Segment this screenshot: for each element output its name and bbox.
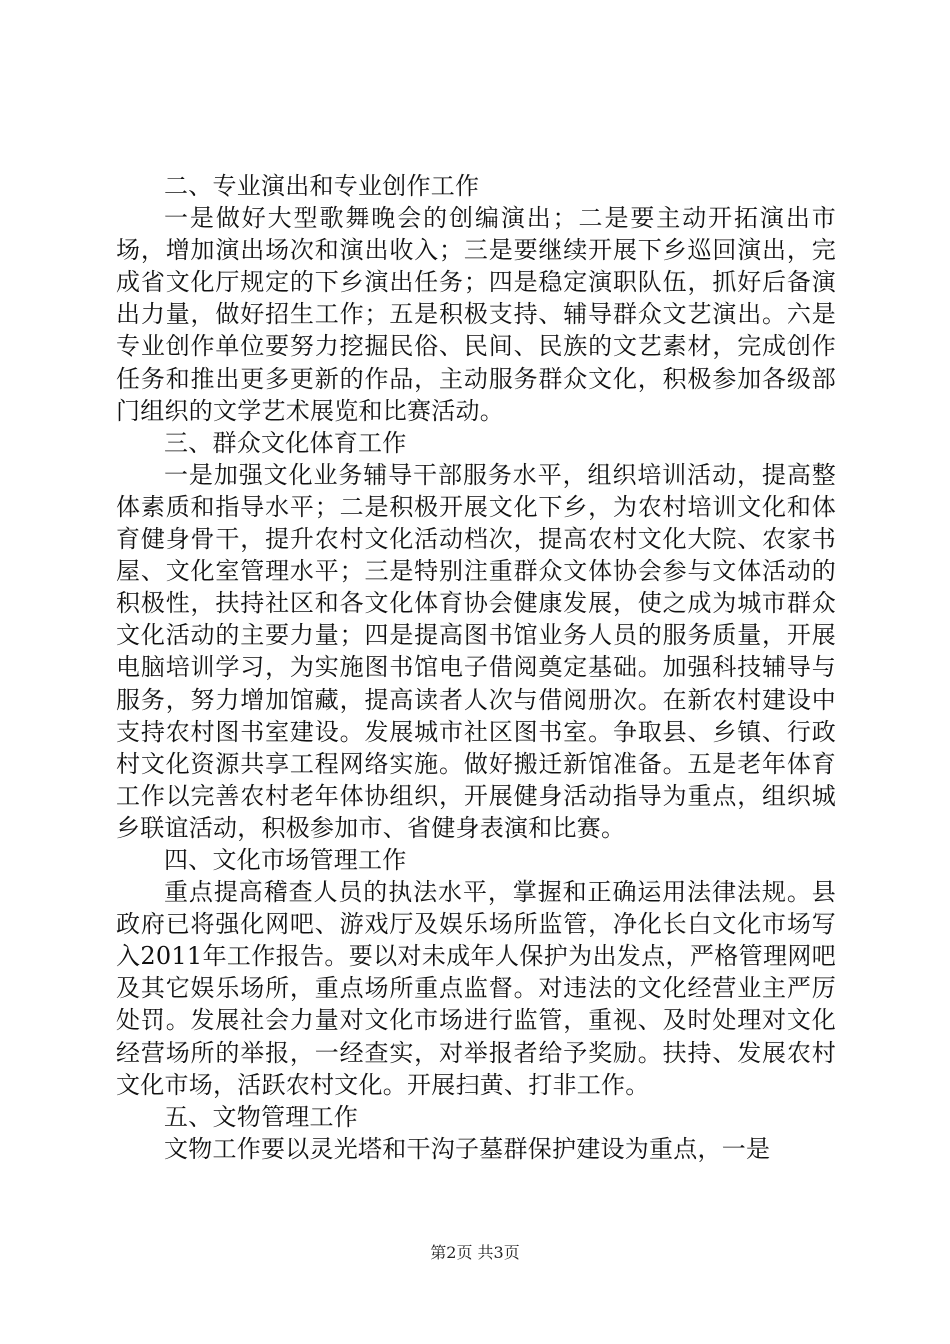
paragraph-relics: 文物工作要以灵光塔和干沟子墓群保护建设为重点，一是 bbox=[164, 1134, 771, 1163]
document-body bbox=[116, 170, 836, 1165]
paragraph-mass-culture: 一是加强文化业务辅导干部服务水平，组织培训活动，提高整体素质和指导水平；二是积极开展文化下乡，为农村培训文化和体育健身骨干，提升农村文化活动档次，提高农村文化大院、农家书屋、文化室管理水平；三是特别注重群众文体协会参与文体活动的积极性，扶持社区和各文化体育协会健康发展，使之成为城市群众文化活动的主要力量；四是提高图书馆业务人员的服务质量，开展电脑培训学习，为实施图书馆电子借阅奠定基础。加强科技辅导与服务，努力增加馆藏，提高读者人次与借阅册次。在新农村建设中支持农村图书室建设。发展城市社区图书室。争取县、乡镇、行政村文化资源共享工程网络实施。做好搬迁新馆准备。五是老年体育工作以完善农村老年体协组织，开展健身活动指导为重点，组织城乡联谊活动，积极参加市、省健身表演和比赛。 bbox=[116, 460, 836, 842]
section-heading-mass-culture: 三、群众文化体育工作 bbox=[164, 428, 407, 457]
section-heading-market-management: 四、文化市场管理工作 bbox=[164, 845, 407, 874]
paragraph-performance: 一是做好大型歌舞晚会的创编演出；二是要主动开拓演出市场，增加演出场次和演出收入；三是要继续开展下乡巡回演出，完成省文化厅规定的下乡演出任务；四是稳定演职队伍，抓好后备演出力量，做好招生工作；五是积极支持、辅导群众文艺演出。六是专业创作单位要努力挖掘民俗、民间、民族的文艺素材，完成创作任务和推出更多更新的作品，主动服务群众文化，积极参加各级部门组织的文学艺术展览和比赛活动。 bbox=[116, 204, 836, 425]
paragraph-market-management: 重点提高稽查人员的执法水平，掌握和正确运用法律法规。县政府已将强化网吧、游戏厅及娱乐场所监管，净化长白文化市场写入2011年工作报告。要以对未成年人保护为出发点，严格管理网吧及其它娱乐场所，重点场所重点监督。对违法的文化经营业主严厉处罚。发展社会力量对文化市场进行监管，重视、及时处理对文化经营场所的举报，一经查实，对举报者给予奖励。扶持、发展农村文化市场，活跃农村文化。开展扫黄、打非工作。 bbox=[116, 878, 836, 1099]
section-heading-relics: 五、文物管理工作 bbox=[164, 1102, 358, 1131]
page-number-footer: 第2页 共3页 bbox=[430, 1243, 520, 1262]
section-heading-performance: 二、专业演出和专业创作工作 bbox=[164, 172, 480, 200]
